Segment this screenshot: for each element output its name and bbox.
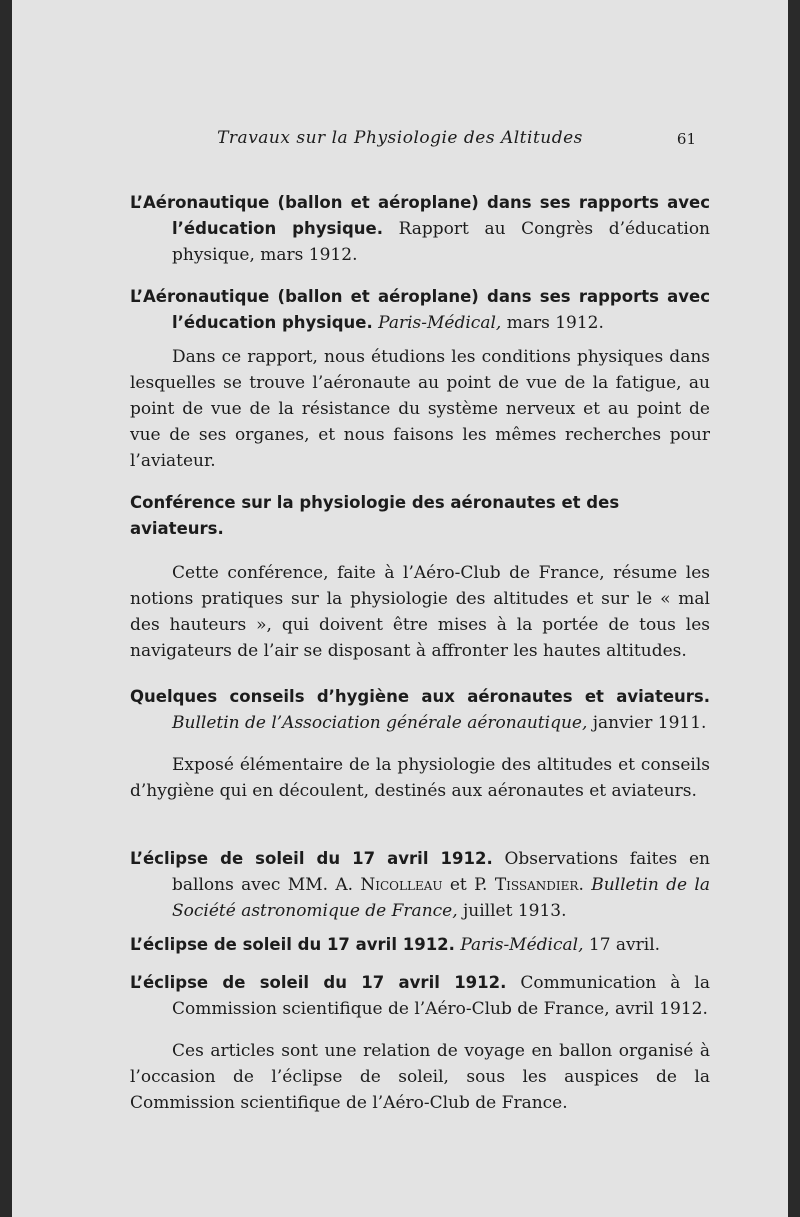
entry-2-title: L’Aéronautique (ballon et aéroplane) dans ses rapports avec l’éducation physique.: [130, 287, 710, 332]
entry-2: [130, 284, 710, 336]
conseils-source: Bulletin de l’Association générale aéronautique,: [172, 713, 588, 733]
running-head-title: Travaux sur la Physiologie des Altitudes: [217, 128, 583, 148]
entry-1-rest: Rapport au Congrès d’éducation physique, mars 1912.: [172, 219, 710, 265]
eclipse-1-text1: Observations faites en ballons avec MM. A.: [172, 849, 710, 895]
eclipse-1-title: L’éclipse de soleil du 17 avril 1912.: [130, 849, 493, 868]
paragraph-rapport: [130, 344, 710, 474]
eclipse-2-source: Paris-Médical,: [454, 935, 584, 955]
running-head: [12, 128, 788, 154]
eclipse-3-title: L’éclipse de soleil du 17 avril 1912.: [130, 973, 507, 992]
eclipse-1-source: Bulletin de la Société astronomique de France,: [172, 875, 710, 921]
eclipse-entry-3: [130, 970, 710, 1022]
eclipse-3-rest: Communication à la Commission scientifique de l’Aéro-Club de France, avril 1912.: [172, 973, 710, 1019]
conference-text: Cette conférence, faite à l’Aéro-Club de France, résume les notions pratiques sur la physiologie des altitudes et sur le « mal des hauteurs », qui doivent être mises à la portée de tous les navigateurs de l’air se disposant à affronter les hautes altitudes.: [130, 563, 710, 661]
conseils-date: janvier 1911.: [587, 713, 707, 733]
entry-1-title: L’Aéronautique (ballon et aéroplane) dans ses rapports avec l’éducation physique.: [130, 193, 710, 238]
eclipse-2-title: L’éclipse de soleil du 17 avril 1912.: [130, 935, 455, 954]
page-number: 61: [676, 130, 696, 148]
eclipse-1-rest: juillet 1913.: [457, 901, 567, 921]
paragraph-rapport-text: Dans ce rapport, nous étudions les conditions physiques dans lesquelles se trouve l’aéronaute au point de vue de la fatigue, au point de vue de la résistance du système nerveux et au point de vue de ses organes, et nous faisons les mêmes recherches pour l’aviateur.: [130, 347, 710, 471]
eclipse-1-name2: Tissandier.: [494, 875, 584, 895]
conseils-section: [130, 684, 710, 804]
paragraph-final: [130, 1038, 710, 1116]
conseils-text: Exposé élémentaire de la physiologie des altitudes et conseils d’hygiène qui en découlent, destinés aux aéronautes et aviateurs.: [130, 755, 710, 801]
eclipse-entry-2: [130, 932, 710, 958]
conseils-heading: Quelques conseils d’hygiène aux aéronautes et aviateurs.: [130, 687, 710, 706]
entry-1: [130, 190, 710, 268]
page: [12, 0, 788, 1217]
eclipse-entry-1: [130, 846, 710, 924]
entry-2-rest: mars 1912.: [501, 313, 604, 333]
conference-heading: Conférence sur la physiologie des aéronautes et des aviateurs.: [130, 493, 620, 538]
eclipse-2-rest: 17 avril.: [583, 935, 661, 955]
conference-section: [130, 490, 710, 664]
entry-2-source: Paris-Médical,: [378, 313, 502, 333]
eclipse-1-text2: et P.: [442, 875, 495, 895]
eclipse-1-name1: Nicolleau: [360, 875, 443, 895]
paragraph-final-text: Ces articles sont une relation de voyage en ballon organisé à l’occasion de l’éclipse de soleil, sous les auspices de la Commission scientifique de l’Aéro-Club de France.: [130, 1041, 710, 1113]
